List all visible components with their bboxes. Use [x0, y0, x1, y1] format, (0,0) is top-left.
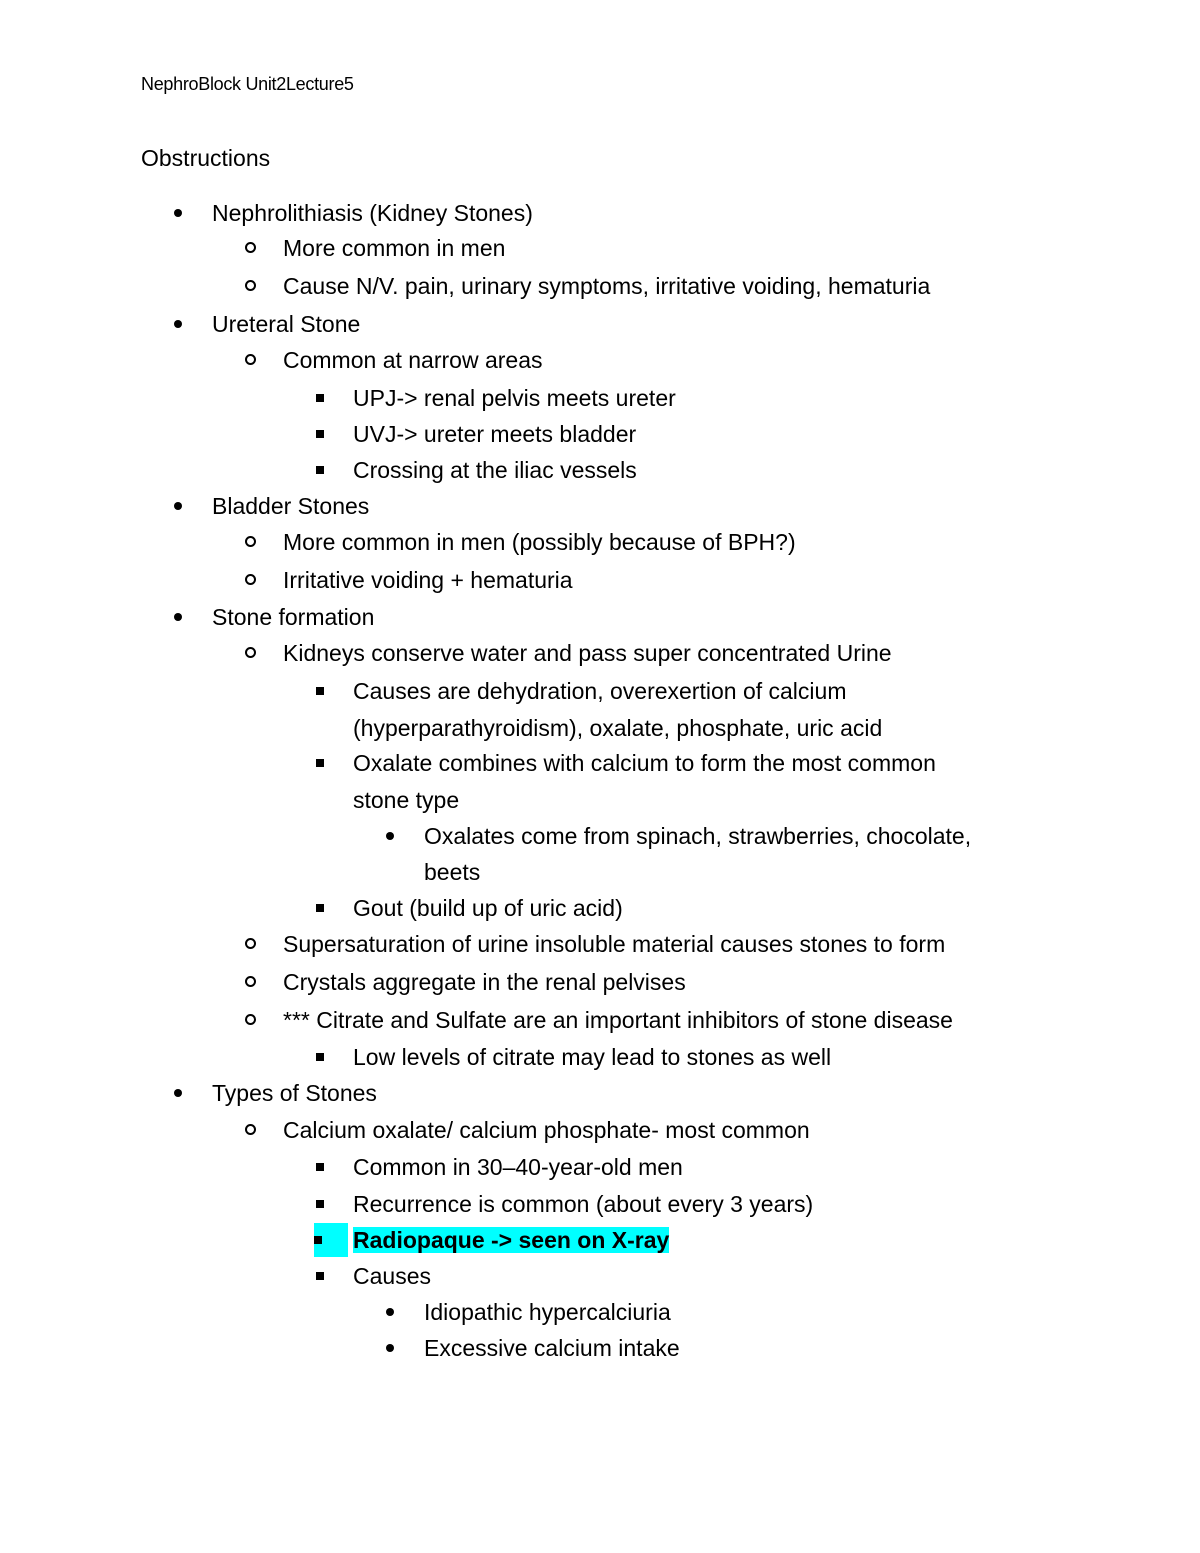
list-item-text: Recurrence is common (about every 3 years) — [353, 1191, 814, 1217]
list-item — [212, 1076, 377, 1110]
list-item — [283, 525, 796, 559]
list-item-text: More common in men — [283, 235, 506, 261]
list-item — [353, 1150, 683, 1184]
list-item-text: Crossing at the iliac vessels — [353, 457, 637, 483]
list-item — [353, 381, 676, 415]
list-item-text: Excessive calcium intake — [424, 1335, 680, 1361]
page-header: NephroBlock Unit2Lecture5 — [141, 74, 354, 94]
list-item — [212, 307, 360, 341]
list-item — [353, 674, 846, 708]
square-bullet-icon — [314, 1223, 348, 1257]
list-item — [283, 965, 686, 999]
list-item-text: Oxalates come from spinach, strawberries, chocolate, — [424, 823, 972, 849]
list-item — [353, 891, 623, 925]
list-item-text: Crystals aggregate in the renal pelvises — [283, 969, 686, 995]
list-item-text: Bladder Stones — [212, 493, 370, 519]
list-item — [212, 489, 369, 523]
list-item — [353, 783, 459, 817]
list-item-text: Ureteral Stone — [212, 311, 361, 337]
list-item-text: stone type — [353, 787, 460, 813]
list-item — [212, 600, 374, 634]
list-item — [283, 231, 505, 265]
list-item — [353, 1259, 431, 1293]
list-item-text: Oxalate combines with calcium to form the most common — [353, 750, 936, 776]
list-item — [283, 1113, 810, 1147]
list-item — [283, 636, 892, 670]
list-item — [353, 746, 936, 780]
list-item-text: Gout (build up of uric acid) — [353, 895, 623, 921]
list-item-text: UVJ-> ureter meets bladder — [353, 421, 637, 447]
list-item-text: Common at narrow areas — [283, 347, 543, 373]
list-item-text: Nephrolithiasis (Kidney Stones) — [212, 200, 533, 226]
list-item — [424, 1295, 671, 1329]
list-item — [283, 343, 543, 377]
list-item — [424, 855, 480, 889]
list-item — [353, 1187, 813, 1221]
list-item — [283, 269, 930, 303]
list-item-text: beets — [424, 859, 481, 885]
list-item — [353, 1040, 831, 1074]
list-item-text: Calcium oxalate/ calcium phosphate- most common — [283, 1117, 810, 1143]
list-item-text: Causes are dehydration, overexertion of calcium — [353, 678, 847, 704]
list-item — [212, 196, 533, 230]
list-item — [353, 711, 882, 745]
list-item — [283, 1003, 953, 1037]
list-item-text: More common in men (possibly because of BPH?) — [283, 529, 796, 555]
list-item-text: Cause N/V. pain, urinary symptoms, irritative voiding, hematuria — [283, 273, 931, 299]
list-item-text: Radiopaque -> seen on X-ray — [353, 1227, 670, 1253]
list-item-text: (hyperparathyroidism), oxalate, phosphate, uric acid — [353, 715, 883, 741]
list-item-text: Low levels of citrate may lead to stones as well — [353, 1044, 832, 1070]
list-item-text: UPJ-> renal pelvis meets ureter — [353, 385, 676, 411]
list-item — [283, 563, 573, 597]
list-item-text: Common in 30–40-year-old men — [353, 1154, 683, 1180]
list-item-text: Stone formation — [212, 604, 375, 630]
list-item — [353, 1223, 669, 1257]
list-item-text: Types of Stones — [212, 1080, 377, 1106]
list-item-text: Idiopathic hypercalciuria — [424, 1299, 671, 1325]
list-item-text: Causes — [353, 1263, 431, 1289]
list-item — [353, 453, 637, 487]
section-heading: Obstructions — [141, 145, 271, 171]
list-item — [353, 417, 636, 451]
list-item-text: Kidneys conserve water and pass super concentrated Urine — [283, 640, 892, 666]
list-item — [424, 819, 971, 853]
list-item — [283, 927, 945, 961]
list-item-text: Irritative voiding + hematuria — [283, 567, 573, 593]
list-item-text: Supersaturation of urine insoluble material causes stones to form — [283, 931, 946, 957]
list-item — [424, 1331, 680, 1365]
list-item-text: *** Citrate and Sulfate are an important inhibitors of stone disease — [283, 1007, 953, 1033]
